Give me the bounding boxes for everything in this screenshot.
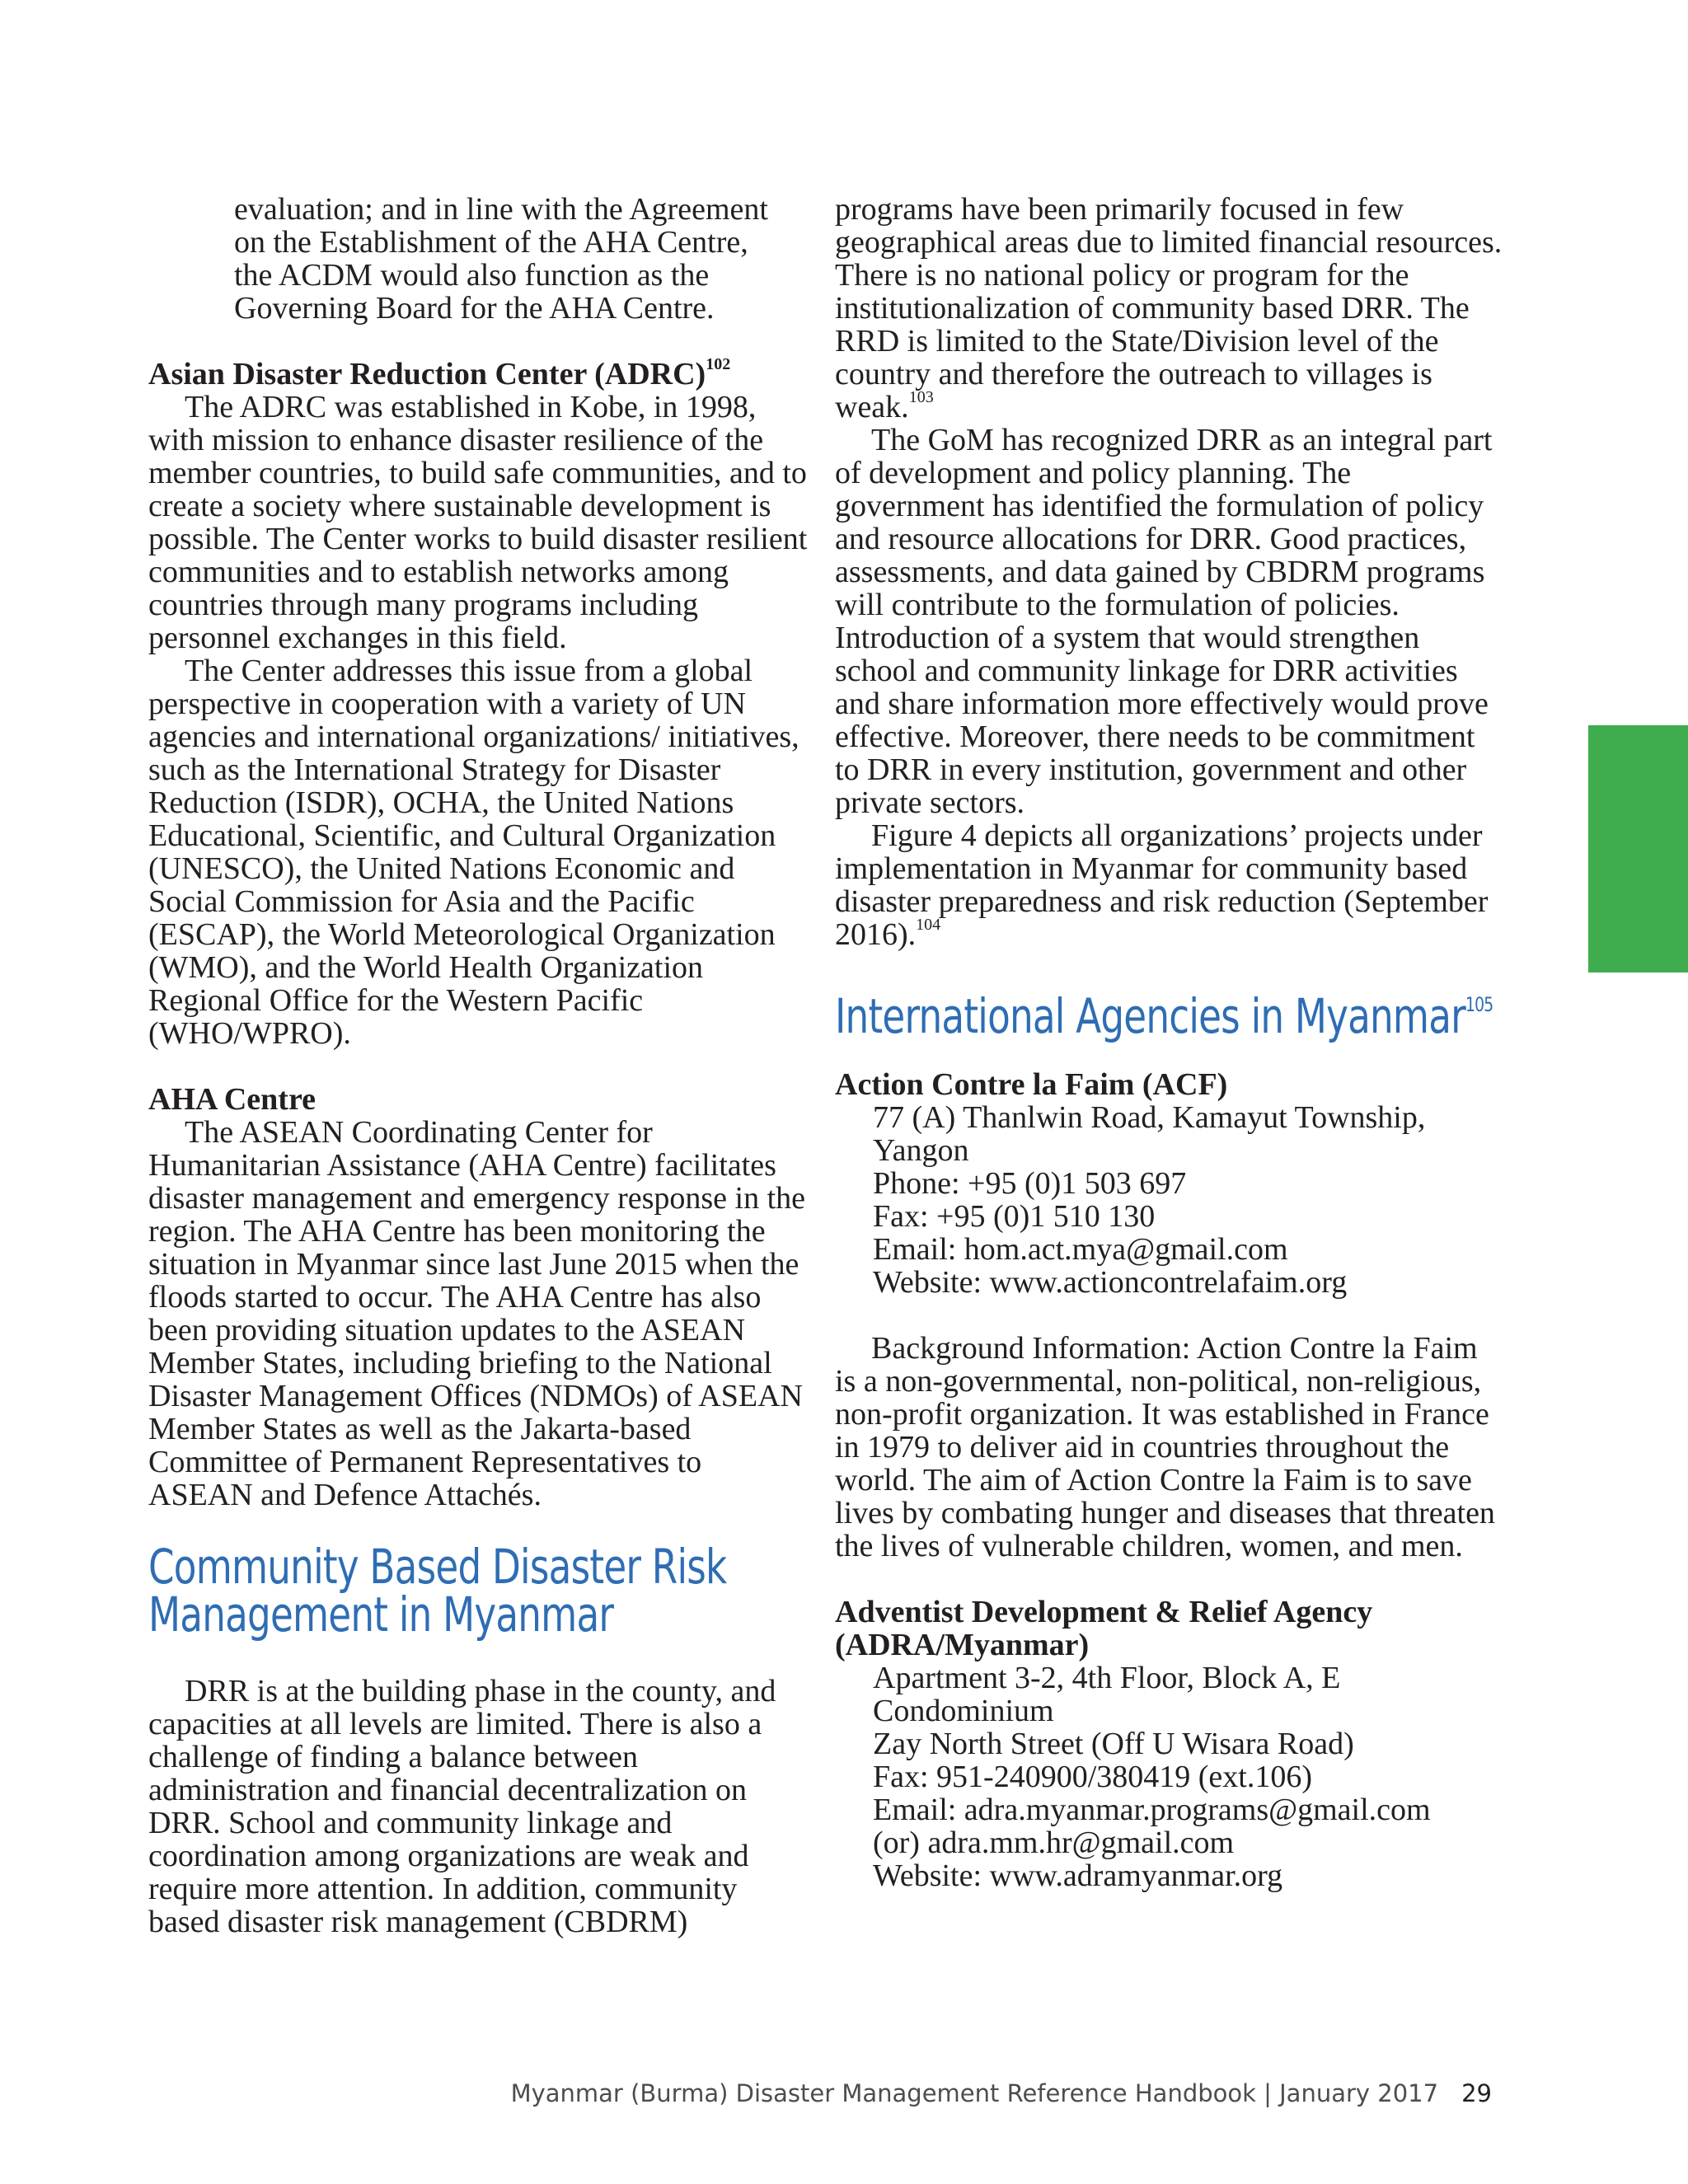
acf-heading: Action Contre la Faim (ACF) bbox=[835, 1067, 1228, 1102]
adra-email-2: (or) adra.mm.hr@gmail.com bbox=[873, 1825, 1235, 1860]
adra-fax: Fax: 951-240900/380419 (ext.106) bbox=[873, 1760, 1313, 1794]
acf-fax: Fax: +95 (0)1 510 130 bbox=[873, 1199, 1156, 1234]
footer-title: Myanmar (Burma) Disaster Management Reference Handbook | January 2017 bbox=[510, 2079, 1439, 2107]
aha-paragraph: The ASEAN Coordinating Center for Humanitarian Assistance (AHA Centre) facilitates disaster management and emergency response in the region. The AHA Centre has been monitoring the situation in Myanmar since last June 2015 when the floods started to occur. The AHA Centre has also been providing situation updates to the ASEAN Member States, including briefing to the National Disaster Management Offices (NDMOs) of ASEAN Member States as well as the Jakarta-based Committee of Permanent Representatives to ASEAN and Defence Attachés. bbox=[148, 1115, 806, 1512]
footnote-ref: 105 bbox=[1465, 993, 1493, 1016]
section-side-tab bbox=[1588, 725, 1688, 972]
gom-paragraph: The GoM has recognized DRR as an integral part of development and policy planning. The government has identified the formulation of policy and resource allocations for DRR. Good practices, assessments, and data gained by CBDRM programs will contribute to the formulation of policies. Introduction of a system that would strengthen school and community linkage for DRR activities and share information more effectively would prove effective. Moreover, there needs to be commitment to DRR in every institution, government and other private sectors. bbox=[835, 423, 1493, 820]
adrc-paragraph-1: The ADRC was established in Kobe, in 1998, with mission to enhance disaster resilience of the member countries, to build safe communities, and to create a society where sustainable development is possible. The Center works to build disaster resilient communities and to establish networks among countries through many programs including personnel exchanges in this field. bbox=[148, 390, 808, 655]
adra-street: Zay North Street (Off U Wisara Road) bbox=[873, 1727, 1354, 1761]
adrc-heading bbox=[148, 355, 808, 391]
right-column bbox=[835, 193, 1503, 1892]
cbdrm-section-title bbox=[148, 1539, 727, 1643]
adrc-paragraph-2: The Center addresses this issue from a global perspective in cooperation with a variety of UN agencies and international organizations/ initiatives, such as the International Strategy for Disaster Reduction (ISDR), OCHA, the United Nations Educational, Scientific, and Cultural Organization (UNESCO), the United Nations Economic and Social Commission for Asia and the Pacific (ESCAP), the World Meteorological Organization (WMO), and the World Health Organization Regional Office for the Western Pacific (WHO/WPRO). bbox=[148, 654, 799, 1051]
cbdrm-title-line1: Community Based Disaster Risk bbox=[148, 1539, 727, 1595]
footnote-ref: 102 bbox=[706, 355, 731, 373]
adra-address-line2: Condominium bbox=[873, 1694, 1054, 1728]
aha-heading: AHA Centre bbox=[148, 1082, 316, 1117]
international-agencies-title bbox=[835, 988, 1493, 1044]
left-column bbox=[148, 193, 808, 1938]
acf-email: Email: hom.act.mya@gmail.com bbox=[873, 1232, 1288, 1267]
page-footer bbox=[511, 2079, 1492, 2107]
intro-continuation bbox=[148, 193, 808, 325]
footnote-ref: 103 bbox=[908, 388, 934, 406]
adra-contact-block bbox=[835, 1661, 1503, 1892]
text-line: on the Establishment of the AHA Centre, bbox=[234, 225, 748, 260]
text-line: Governing Board for the AHA Centre. bbox=[234, 291, 715, 326]
acf-address-line1: 77 (A) Thanlwin Road, Kamayut Township, bbox=[873, 1100, 1426, 1135]
acf-address-line2: Yangon bbox=[873, 1133, 969, 1168]
cbdrm-title-line2: Management in Myanmar bbox=[148, 1586, 614, 1643]
adra-address-line1: Apartment 3-2, 4th Floor, Block A, E bbox=[873, 1661, 1341, 1695]
acf-phone: Phone: +95 (0)1 503 697 bbox=[873, 1166, 1187, 1201]
adra-website: Website: www.adramyanmar.org bbox=[873, 1858, 1283, 1893]
text-line: evaluation; and in line with the Agreement bbox=[234, 192, 768, 227]
adra-email: Email: adra.myanmar.programs@gmail.com bbox=[873, 1793, 1431, 1827]
cbdrm-continued-text: programs have been primarily focused in few geographical areas due to limited financial resources. There is no national policy or program for the institutionalization of community based DRR. The RRD is limited to the State/Division level of the country and therefore the outreach to villages is weak. bbox=[835, 192, 1503, 424]
adra-heading-line1: Adventist Development & Relief Agency bbox=[835, 1595, 1373, 1629]
figure-paragraph-text: Figure 4 depicts all organizations’ projects under implementation in Myanmar for community based disaster preparedness and risk reduction (September 2016). bbox=[835, 818, 1489, 952]
figure-paragraph bbox=[835, 819, 1503, 951]
text-line: the ACDM would also function as the bbox=[234, 258, 710, 293]
acf-background: Background Information: Action Contre la Faim is a non-governmental, non-political, non-religious, non-profit organization. It was established in France in 1979 to deliver aid in countries throughout the world. The aim of Action Contre la Faim is to save lives by combating hunger and diseases that threaten the lives of vulnerable children, women, and men. bbox=[835, 1331, 1495, 1563]
cbdrm-paragraph-continued bbox=[835, 193, 1503, 424]
adrc-heading-text: Asian Disaster Reduction Center (ADRC) bbox=[148, 357, 706, 391]
international-agencies-title-text: International Agencies in Myanmar bbox=[835, 988, 1465, 1044]
page-number: 29 bbox=[1461, 2079, 1492, 2107]
adra-heading-line2: (ADRA/Myanmar) bbox=[835, 1628, 1090, 1662]
acf-contact-block bbox=[835, 1101, 1503, 1299]
acf-website: Website: www.actioncontrelafaim.org bbox=[873, 1265, 1348, 1300]
cbdrm-paragraph: DRR is at the building phase in the county, and capacities at all levels are limited. There is also a challenge of finding a balance between administration and financial decentralization on DRR. School and community linkage and coordination among organizations are weak and require more attention. In addition, community based disaster risk management (CBDRM) bbox=[148, 1674, 776, 1939]
footnote-ref: 104 bbox=[916, 916, 941, 934]
